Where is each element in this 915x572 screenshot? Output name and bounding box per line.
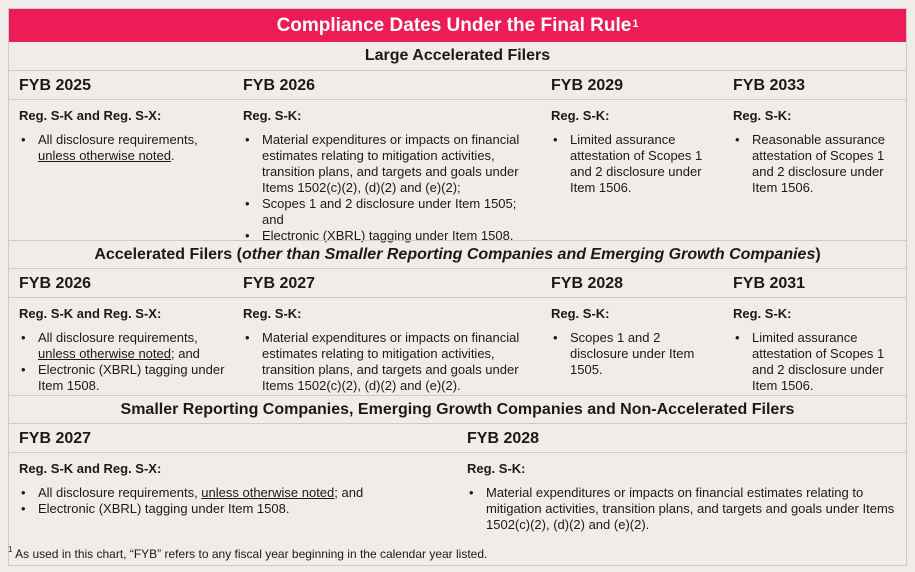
fyb-label: FYB 2026 — [243, 77, 316, 94]
fyb-row — [9, 269, 906, 298]
requirement-column — [733, 100, 898, 196]
requirement-text: Scopes 1 and 2 disclosure under Item 1505; and — [262, 196, 517, 227]
section-body — [9, 100, 906, 243]
fyb-label: FYB 2028 — [467, 430, 540, 447]
fyb-label: FYB 2025 — [19, 77, 92, 94]
requirement-column — [467, 453, 897, 533]
requirement-list — [243, 330, 533, 394]
requirement-text: . — [170, 148, 175, 163]
section-header — [9, 42, 906, 71]
requirement-text: Material expenditures or impacts on financial estimates relating to mitigation activities, transition plans, and targets and goals under Items 1502(c)(2), (d)(2) and (e)(2). — [486, 485, 895, 532]
requirement-text: Electronic (XBRL) tagging under Item 1508. — [38, 362, 225, 393]
regulation-label: Reg. S-K and Reg. S-X: — [19, 461, 162, 476]
requirement-item — [243, 196, 533, 228]
requirement-underlined-text: unless otherwise noted — [201, 485, 335, 500]
requirement-item — [19, 330, 234, 362]
regulation-label: Reg. S-K and Reg. S-X: — [19, 108, 162, 123]
regulation-label: Reg. S-K: — [733, 108, 792, 123]
requirement-text: All disclosure requirements, — [38, 330, 198, 345]
requirement-list — [733, 330, 898, 394]
filer-section — [9, 42, 906, 243]
fyb-label: FYB 2026 — [19, 275, 92, 292]
requirement-column — [19, 298, 234, 394]
regulation-label: Reg. S-K: — [733, 306, 792, 321]
section-header-italic: other than Smaller Reporting Companies and Emerging Growth Companies — [241, 245, 816, 263]
fyb-row — [9, 71, 906, 100]
fyb-label: FYB 2029 — [551, 77, 624, 94]
regulation-label: Reg. S-K: — [551, 306, 610, 321]
requirement-text: ; and — [334, 485, 364, 500]
requirement-list — [551, 132, 711, 196]
requirement-list — [243, 132, 533, 244]
requirement-item — [467, 485, 897, 533]
requirement-item — [733, 330, 898, 394]
requirement-column — [19, 100, 234, 164]
section-header — [9, 240, 906, 269]
requirement-text: Limited assurance attestation of Scopes 1 and 2 disclosure under Item 1506. — [752, 330, 885, 393]
requirement-column — [19, 453, 459, 517]
regulation-label: Reg. S-K: — [551, 108, 610, 123]
requirement-column — [551, 298, 711, 378]
filer-section — [9, 240, 906, 395]
regulation-label: Reg. S-K: — [243, 108, 302, 123]
requirement-text: Material expenditures or impacts on financial estimates relating to mitigation activities, transition plans, and targets and goals under Items 1502(c)(2), (d)(2) and (e)(2); — [262, 132, 520, 195]
requirement-underlined-text: unless otherwise noted — [38, 148, 171, 163]
requirement-text: Material expenditures or impacts on financial estimates relating to mitigation activities, transition plans, and targets and goals under Items 1502(c)(2), (d)(2) and (e)(2). — [262, 330, 520, 393]
requirement-item — [551, 330, 711, 378]
requirement-item — [243, 132, 533, 196]
title-text: Compliance Dates Under the Final Rule — [276, 14, 632, 36]
fyb-row — [9, 424, 906, 453]
requirement-text: Electronic (XBRL) tagging under Item 1508. — [262, 228, 514, 243]
requirement-item — [19, 362, 234, 394]
section-header-text: Smaller Reporting Companies, Emerging Growth Companies and Non-Accelerated Filers — [120, 400, 795, 418]
table-title — [9, 9, 906, 42]
fyb-label: FYB 2028 — [551, 275, 624, 292]
requirement-text: All disclosure requirements, — [38, 132, 198, 147]
section-body — [9, 298, 906, 395]
requirement-item — [733, 132, 898, 196]
requirement-column — [733, 298, 898, 394]
fyb-label: FYB 2027 — [19, 430, 92, 447]
requirement-column — [551, 100, 711, 196]
requirement-text: ; and — [170, 346, 200, 361]
section-header-end: ) — [815, 245, 821, 263]
requirement-text: Scopes 1 and 2 disclosure under Item 1505. — [570, 330, 695, 377]
requirement-list — [467, 485, 897, 533]
section-header-text: Accelerated Filers ( — [94, 245, 242, 263]
filer-section — [9, 395, 906, 565]
regulation-label: Reg. S-K and Reg. S-X: — [19, 306, 162, 321]
requirement-item — [19, 485, 459, 501]
fyb-label: FYB 2033 — [733, 77, 806, 94]
footnote — [8, 546, 487, 561]
footnote-mark: 1 — [8, 545, 13, 554]
footnote-text: As used in this chart, “FYB” refers to any fiscal year beginning in the calendar year listed. — [15, 547, 488, 561]
requirement-list — [551, 330, 711, 378]
title-footnote-mark: 1 — [632, 17, 639, 30]
requirement-text: Limited assurance attestation of Scopes 1 and 2 disclosure under Item 1506. — [570, 132, 703, 195]
requirement-column — [243, 100, 533, 244]
regulation-label: Reg. S-K: — [243, 306, 302, 321]
requirement-item — [19, 501, 459, 517]
sections-container — [9, 42, 906, 565]
fyb-label: FYB 2031 — [733, 275, 806, 292]
requirement-item — [19, 132, 234, 164]
regulation-label: Reg. S-K: — [467, 461, 526, 476]
fyb-label: FYB 2027 — [243, 275, 316, 292]
requirement-list — [733, 132, 898, 196]
section-header-text: Large Accelerated Filers — [364, 47, 551, 64]
requirement-column — [243, 298, 533, 394]
requirement-underlined-text: unless otherwise noted — [38, 346, 171, 361]
compliance-table — [8, 8, 907, 566]
requirement-text: Electronic (XBRL) tagging under Item 1508. — [38, 501, 290, 516]
requirement-list — [19, 485, 459, 517]
requirement-text: Reasonable assurance attestation of Scopes 1 and 2 disclosure under Item 1506. — [752, 132, 885, 195]
section-header — [9, 395, 906, 424]
requirement-list — [19, 330, 234, 394]
requirement-list — [19, 132, 234, 164]
requirement-item — [551, 132, 711, 196]
requirement-text: All disclosure requirements, — [38, 485, 202, 500]
requirement-item — [243, 330, 533, 394]
